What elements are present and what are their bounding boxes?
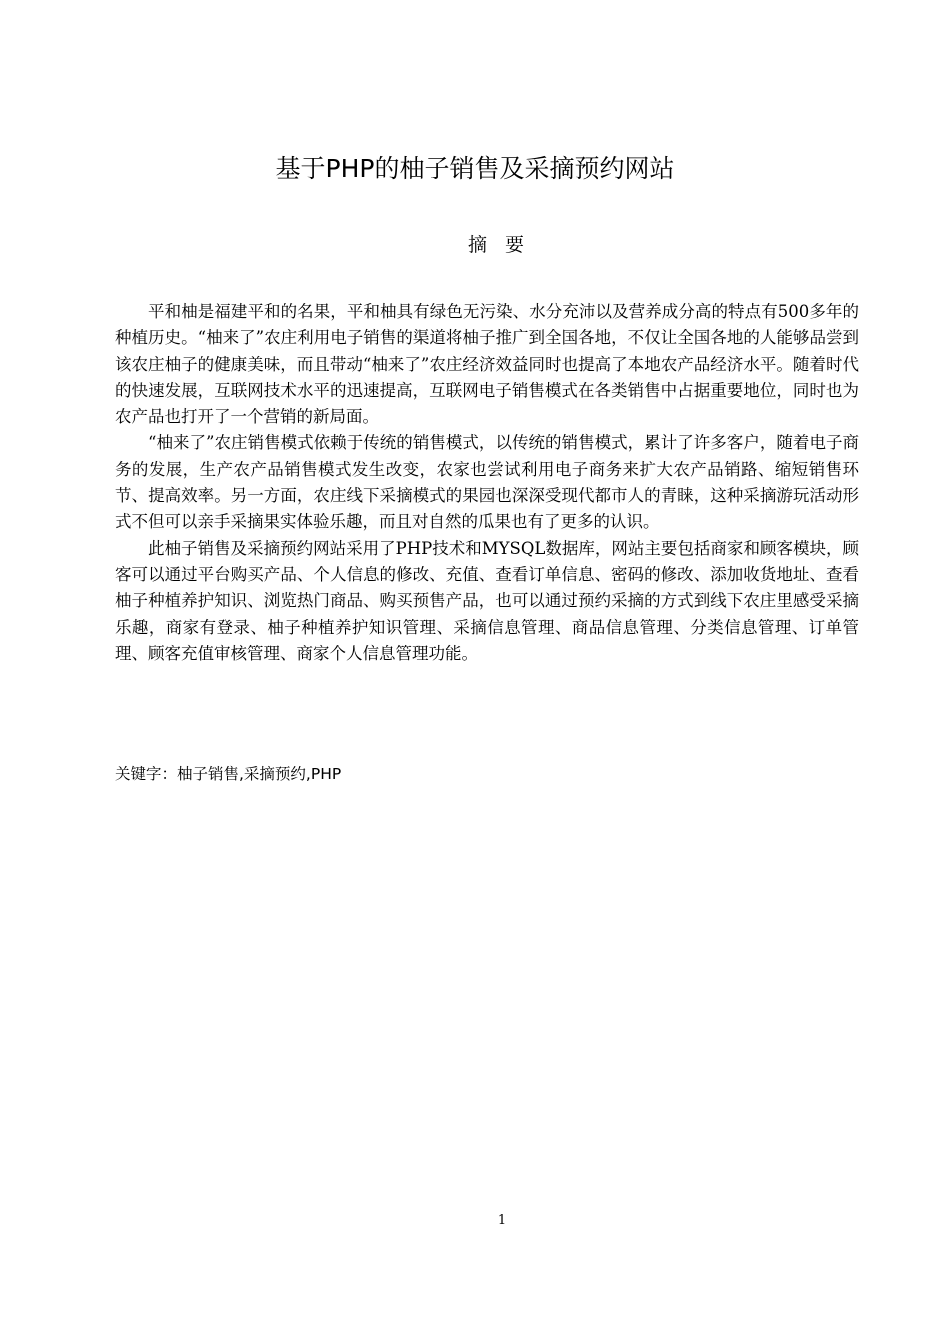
abstract-paragraph: 平和柚是福建平和的名果，平和柚具有绿色无污染、水分充沛以及营养成分高的特点有500多年的种植历史。“柚来了”农庄利用电子销售的渠道将柚子推广到全国各地，不仅让全国各地的人能够品尝到该农庄柚子的健康美味，而且带动“柚来了”农庄经济效益同时也提高了本地农产品经济水平。随着时代的快速发展，互联网技术水平的迅速提高，互联网电子销售模式在各类销售中占据重要地位，同时也为农产品也打开了一个营销的新局面。 [115,302,859,427]
abstract-body [115,299,859,667]
abstract-paragraph: 此柚子销售及采摘预约网站采用了PHP技术和MYSQL数据库，网站主要包括商家和顾客模块，顾客可以通过平台购买产品、个人信息的修改、充值、查看订单信息、密码的修改、添加收货地址、查看柚子种植养护知识、浏览热门商品、购买预售产品，也可以通过预约采摘的方式到线下农庄里感受采摘乐趣，商家有登录、柚子种植养护知识管理、采摘信息管理、商品信息管理、分类信息管理、订单管理、顾客充值审核管理、商家个人信息管理功能。 [115,538,859,663]
abstract-paragraph: “柚来了”农庄销售模式依赖于传统的销售模式，以传统的销售模式，累计了许多客户，随着电子商务的发展，生产农产品销售模式发生改变，农家也尝试利用电子商务来扩大农产品销路、缩短销售环节、提高效率。另一方面，农庄线下采摘模式的果园也深深受现代都市人的青睐，这种采摘游玩活动形式不但可以亲手采摘果实体验乐趣，而且对自然的瓜果也有了更多的认识。 [115,433,859,532]
document-title: 基于PHP的柚子销售及采摘预约网站 [275,154,675,183]
abstract-heading: 摘要 [467,234,542,256]
keywords-line: 关键字：柚子销售,采摘预约,PHP [115,765,342,783]
page-number: 1 [497,1213,507,1228]
